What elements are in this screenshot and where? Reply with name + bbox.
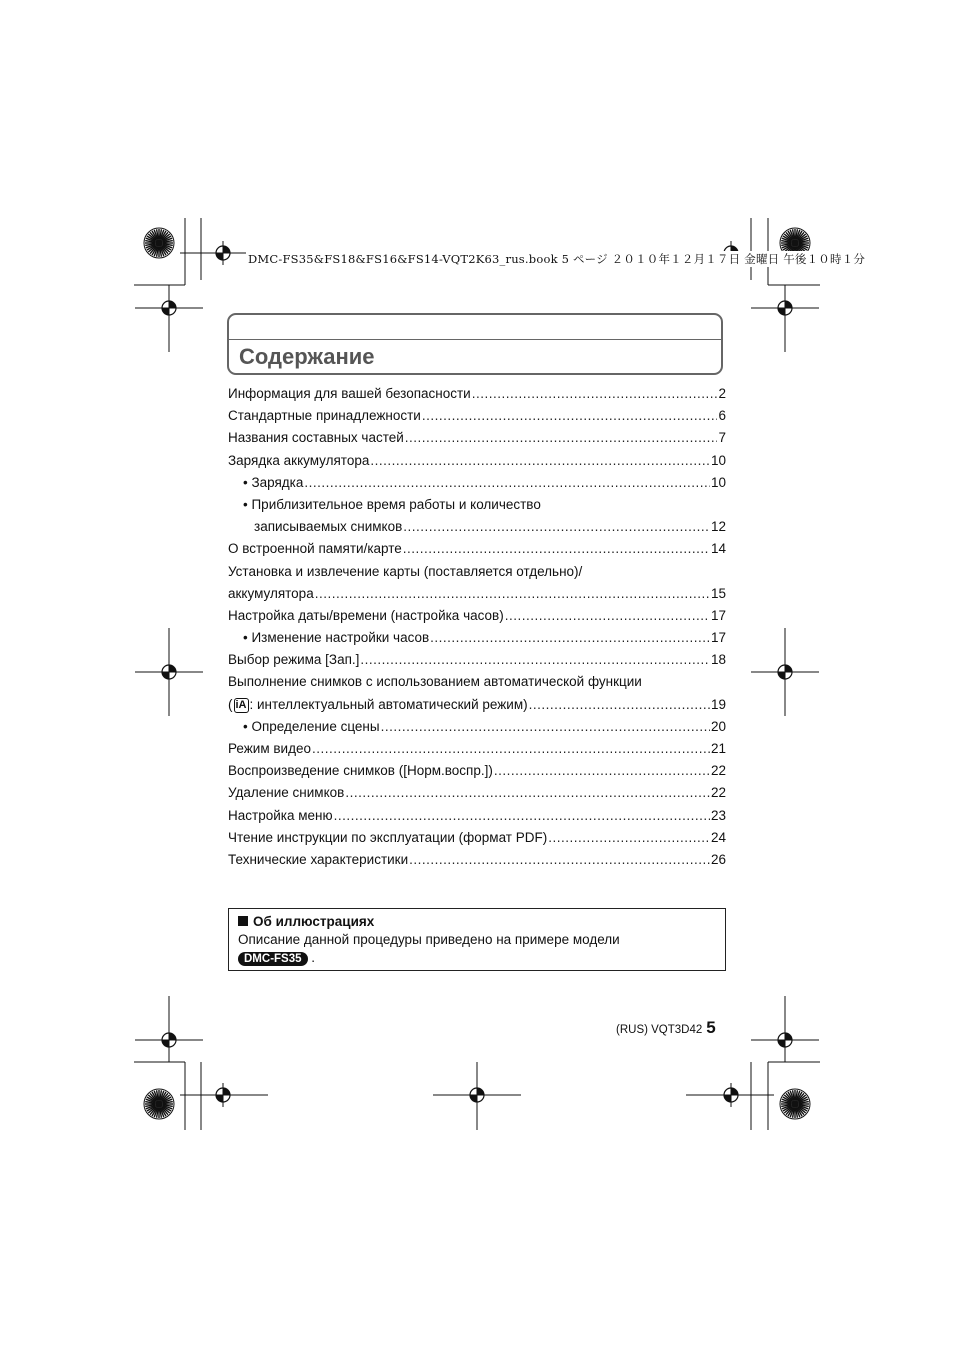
toc-page: 26 [710,851,726,867]
toc-row [228,605,726,627]
toc-row [228,494,726,516]
file-info-header: DMC-FS35&FS18&FS16&FS14-VQT2K63_rus.book 5 ページ ２０１０年１２月１７日 金曜日 午後１０時１分 [248,252,866,266]
title-box [227,313,723,375]
toc-row [228,805,726,827]
toc-leader-dots [405,427,718,449]
toc-page: 19 [710,696,726,712]
toc-row [228,561,726,583]
note-model-line [238,950,315,966]
toc-page: 2 [718,386,726,401]
document-ref: (RUS) VQT3D42 [616,1024,703,1036]
register-cross-icon [465,1083,489,1107]
register-cross-icon [157,296,181,320]
toc-row [228,538,726,560]
toc-label: Выполнение снимков с использованием автоматической функции [228,674,642,690]
toc-page: 12 [710,519,726,535]
toc-row [228,427,726,449]
register-cross-icon [773,1028,797,1052]
toc-leader-dots [403,538,710,560]
register-cross-icon [773,660,797,684]
toc-label: Установка и извлечение карты (поставляется отдельно)/ [228,563,583,579]
toc-label: О встроенной памяти/карте [228,541,402,557]
toc-leader-dots [304,472,710,494]
toc-row [228,383,726,405]
toc-label: • Приблизительное время работы и количество [243,496,541,512]
toc-leader-dots [505,605,710,627]
toc-label: • Определение сцены [243,718,380,734]
toc-row [228,627,726,649]
toc-page: 22 [710,763,726,779]
toc-label: Воспроизведение снимков ([Норм.воспр.]) [228,763,493,779]
starburst-icon [780,1089,810,1119]
model-badge: DMC-FS35 [238,952,308,966]
toc-label: Режим видео [228,741,311,756]
toc-row [228,760,726,782]
square-bullet-icon [238,916,248,926]
page-footer [616,1018,716,1038]
toc-row [228,649,726,671]
toc-leader-dots [422,405,718,427]
toc-label: Удаление снимков [228,785,345,801]
toc-leader-dots [370,450,710,472]
toc-leader-dots [430,627,710,649]
toc-page: 20 [710,718,726,734]
toc-page: 10 [710,452,726,468]
toc-leader-dots [548,827,710,849]
register-cross-icon [773,296,797,320]
toc-label: • Изменение настройки часов [243,630,430,646]
toc-leader-dots [403,516,710,538]
note-text: Описание данной процедуры приведено на примере модели [238,932,620,947]
register-cross-icon [211,1083,235,1107]
toc-label: Названия составных частей [228,430,404,446]
toc-page: 6 [718,408,726,424]
toc-label: Настройка меню [228,807,333,823]
toc-row [228,849,726,871]
toc-label: Технические характеристики [228,851,409,867]
toc-row [228,716,726,738]
toc-leader-dots [312,738,710,760]
register-cross-icon [211,241,235,265]
toc-leader-dots [345,782,710,804]
illustration-note [228,908,726,971]
toc-page: 14 [710,541,726,557]
note-title-text: Об иллюстрациях [253,914,375,929]
toc-page: 15 [710,585,726,601]
toc-row [228,694,726,716]
toc-page: 17 [710,630,726,646]
toc-label: Зарядка аккумулятора [228,452,370,468]
toc-row [228,583,726,605]
toc-row [228,405,726,427]
toc-leader-dots [529,694,710,716]
toc-label: • Зарядка [243,474,304,490]
toc-label-text: : интеллектуальный автоматический режим) [249,696,528,712]
toc-leader-dots [334,805,710,827]
toc-label: Настройка даты/времени (настройка часов) [228,607,504,623]
toc-label: Выбор режима [Зап.] [228,652,360,668]
register-cross-icon [719,1083,743,1107]
toc-leader-dots [494,760,710,782]
title-divider [229,339,721,340]
toc-row [228,472,726,494]
note-trailing: . [311,950,316,965]
starburst-icon [144,228,174,258]
toc-page: 17 [710,607,726,623]
toc-leader-dots [409,849,710,871]
toc-label [228,694,529,716]
toc-page: 18 [710,652,726,668]
register-cross-icon [157,1028,181,1052]
toc-label: аккумулятора [228,585,314,601]
table-of-contents [228,383,726,871]
toc-page: 23 [710,807,726,823]
toc-label: записываемых снимков [254,519,403,535]
page-number: 5 [706,1018,716,1037]
page-title: Содержание [239,344,375,369]
toc-row [228,516,726,538]
toc-label: Информация для вашей безопасности [228,386,471,401]
toc-page: 21 [710,741,726,756]
toc-page: 10 [710,474,726,490]
toc-leader-dots [360,649,710,671]
toc-label-prefix: ( [228,696,233,712]
note-title [238,914,374,929]
toc-leader-dots [315,583,710,605]
toc-page: 24 [710,829,726,845]
toc-row [228,782,726,804]
toc-label: Чтение инструкции по эксплуатации (формат PDF) [228,829,548,845]
toc-row [228,671,726,693]
toc-leader-dots [381,716,710,738]
toc-row [228,450,726,472]
toc-row [228,827,726,849]
toc-label: Стандартные принадлежности [228,408,421,424]
register-cross-icon [157,660,181,684]
starburst-icon [144,1089,174,1119]
toc-row [228,738,726,760]
intelligent-auto-icon: iA [235,698,247,711]
toc-page: 7 [718,430,726,446]
toc-page: 22 [710,785,726,801]
toc-leader-dots [472,383,718,405]
